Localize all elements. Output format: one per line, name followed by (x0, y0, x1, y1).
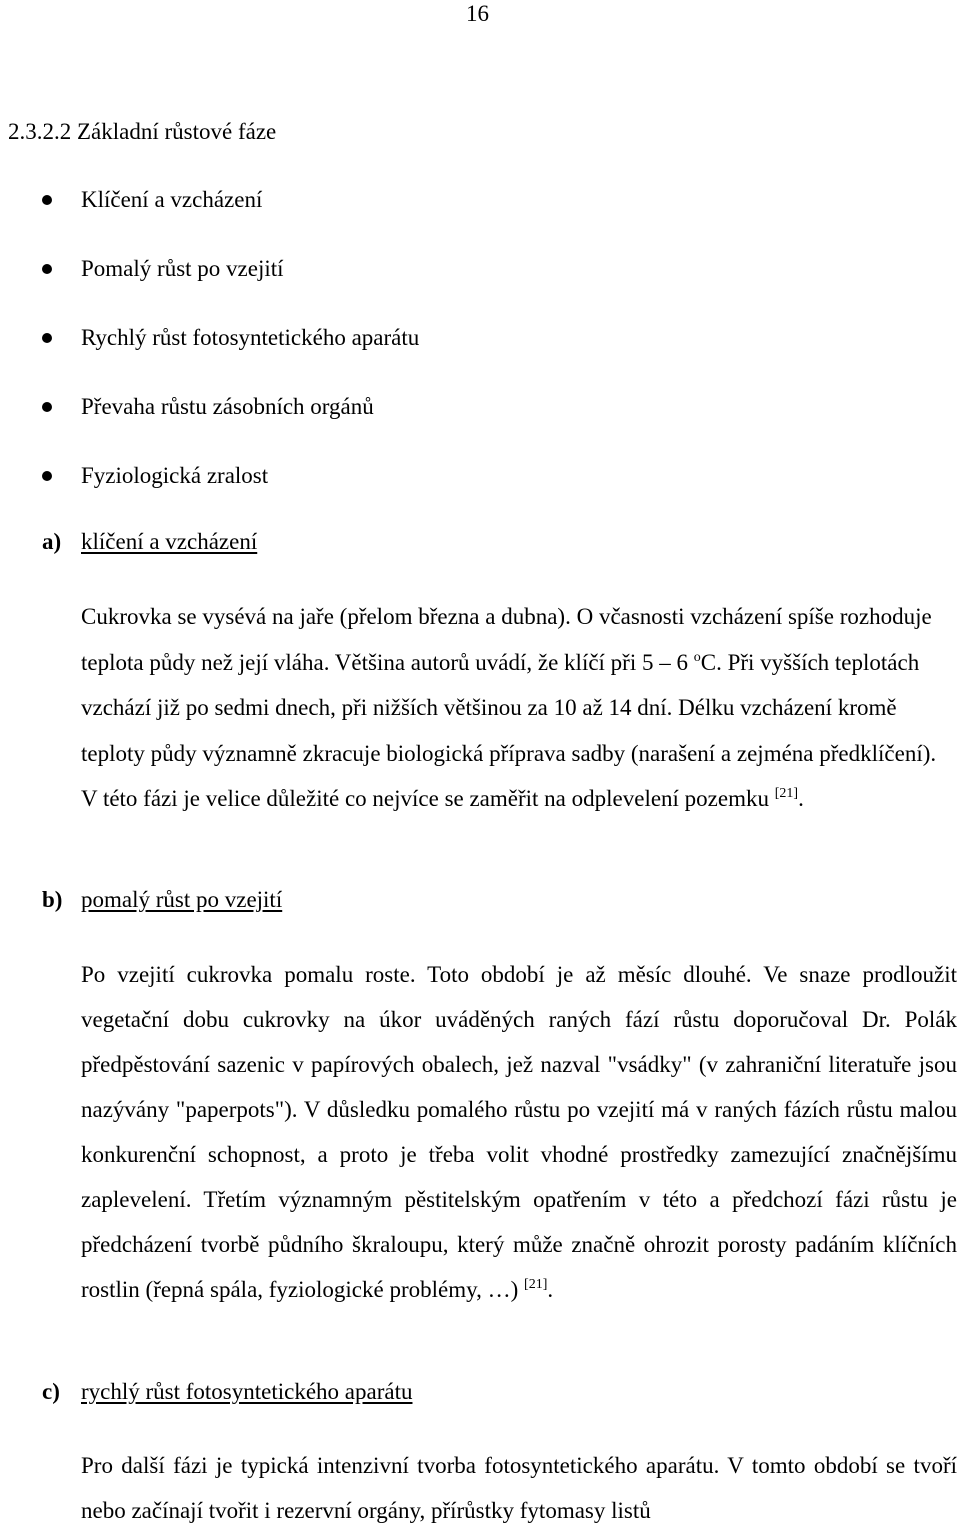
subsection-a-marker: a) (42, 529, 62, 554)
paragraph-text: Po vzejití cukrovka pomalu roste. Toto období je až měsíc dlouhé. Ve snaze prodloužit vegetační dobu cukrovky na úkor uváděných raných fází růstu doporučoval Dr. Polák předpěstování sazenic v papírových obalech, jež nazval "vsádky" (v zahraniční literatuře jsou nazývány "paperpots"). V důsledku pomalého růstu po vzejití má v raných fázích růstu malou konkurenční schopnost, a proto je třeba volit vhodné prostředky zamezující značnějšímu zaplevelení. Třetím významným pěstitelským opatřením v této a předchozí fázi růstu je předcházení tvorbě půdního škraloupu, který může značně ohrozit porosty padáním klíčních rostlin (řepná spála, fyziologické problémy, …) (81, 962, 957, 1302)
citation: [21] (774, 786, 799, 801)
subsection-c-paragraph (81, 1443, 957, 1533)
phase-item (0, 255, 419, 324)
bullet-icon (42, 402, 52, 412)
phase-label: Klíčení a vzcházení (81, 187, 263, 212)
phase-label: Rychlý růst fotosyntetického aparátu (81, 325, 420, 350)
bullet-icon (42, 195, 52, 205)
subsection-c-title: rychlý růst fotosyntetického aparátu (81, 1379, 413, 1404)
bullet-icon (42, 471, 52, 481)
subsection-a-paragraph (81, 594, 957, 822)
paragraph-text: Cukrovka se vysévá na jaře (přelom března a dubna). O včasnosti vzcházení spíše rozhoduje teplota půdy než její vláha. Většina autorů uvádí, že klíčí při 5 – 6 (81, 604, 932, 675)
phase-label: Převaha růstu zásobních orgánů (81, 394, 374, 419)
phase-item (0, 324, 419, 393)
degree-superscript: o (693, 649, 701, 665)
paragraph-text: Pro další fázi je typická intenzivní tvorba fotosyntetického aparátu. V tomto období se tvoří nebo začínají tvořit i rezervní orgány, přírůstky fytomasy listů (81, 1453, 957, 1523)
subsection-c-marker: c) (42, 1379, 60, 1404)
subsection-b-marker: b) (42, 887, 63, 912)
subsection-b-title: pomalý růst po vzejití (81, 887, 283, 912)
section-heading: 2.3.2.2 Základní růstové fáze (8, 119, 277, 144)
phase-item (0, 186, 419, 255)
bullet-icon (42, 264, 52, 274)
subsection-b-paragraph (81, 952, 957, 1312)
paragraph-text: . (547, 1277, 554, 1302)
bullet-icon (42, 333, 52, 343)
page-number: 16 (466, 1, 489, 26)
subsection-a-title: klíčení a vzcházení (81, 529, 258, 554)
phase-item (0, 462, 419, 531)
phase-list (0, 186, 419, 531)
citation: [21] (524, 1277, 548, 1292)
phase-label: Fyziologická zralost (81, 463, 269, 488)
paragraph-text: . (798, 786, 804, 811)
paragraph-text: C. Při vyšších teplotách vzchází již po sedmi dnech, při nižších většinou za 10 až 14 dní. Délku vzcházení kromě teploty půdy významně zkracuje biologická příprava sadby (narašení a zejména předklíčení). V této fázi je velice důležité co nejvíce se zaměřit na odplevelení pozemku (81, 649, 937, 811)
phase-item (0, 393, 419, 462)
phase-label: Pomalý růst po vzejití (81, 256, 284, 281)
